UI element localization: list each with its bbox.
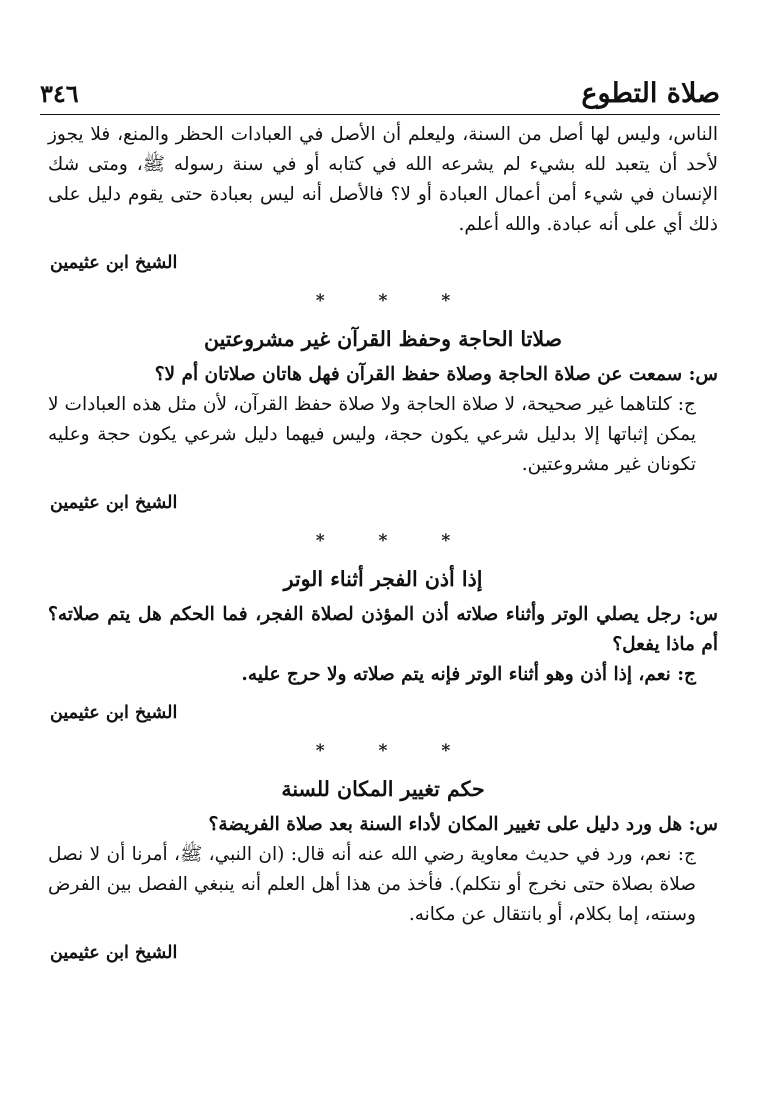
answer: ج: نعم، إذا أذن وهو أثناء الوتر فإنه يتم صلاته ولا حرج عليه. <box>241 664 696 685</box>
question: س: رجل يصلي الوتر وأثناء صلاته أذن المؤذن لصلاة الفجر، فما الحكم هل يتم صلاته؟ أم ماذا يفعل؟ <box>48 604 718 655</box>
question: س: سمعت عن صلاة الحاجة وصلاة حفظ القرآن فهل هاتان صلاتان أم لا؟ <box>154 364 718 385</box>
signature: الشيخ ابن عثيمين <box>50 253 178 273</box>
section-separator: * * * <box>315 531 475 551</box>
section-title: حكم تغيير المكان للسنة <box>281 777 485 801</box>
section-separator: * * * <box>315 291 475 311</box>
page-header <box>40 70 720 115</box>
intro-paragraph: الناس، وليس لها أصل من السنة، وليعلم أن الأصل في العبادات الحظر والمنع، فلا يجوز لأحد أن يتعبد لله بشيء لم يشرعه الله في كتابه أو في سنة رسوله ﷺ، ومتى شك الإنسان في شيء أمن أعمال العبادة أو لا؟ فالأصل أنه ليس بعبادة حتى يقوم دليل على ذلك أي على أنه عبادة. والله أعلم. <box>48 124 718 235</box>
page-content <box>48 120 718 968</box>
section-separator: * * * <box>315 741 475 761</box>
section-title: صلاتا الحاجة وحفظ القرآن غير مشروعتين <box>203 327 563 351</box>
answer: ج: نعم، ورد في حديث معاوية رضي الله عنه أنه قال: (ان النبي، ﷺ، أمرنا أن لا نصل صلاة بصلاة حتى نخرج أو نتكلم). فأخذ من هذا أهل العلم أنه ينبغي الفصل بين الفرض وسنته، إما بكلام، أو بانتقال عن مكانه. <box>48 844 696 925</box>
answer: ج: كلتاهما غير صحيحة، لا صلاة الحاجة ولا صلاة حفظ القرآن، لأن مثل هذه العبادات لا يمكن إثباتها إلا بدليل شرعي يكون حجة، وليس فيهما دليل شرعي يكون حجة وعليه تكونان غير مشروعتين. <box>48 394 696 475</box>
signature: الشيخ ابن عثيمين <box>50 943 178 963</box>
signature: الشيخ ابن عثيمين <box>50 703 178 723</box>
running-title: صلاة التطوع <box>581 78 720 109</box>
page-number: ٣٤٦ <box>40 79 79 108</box>
section-title: إذا أذن الفجر أثناء الوتر <box>283 567 483 591</box>
signature: الشيخ ابن عثيمين <box>50 493 178 513</box>
question: س: هل ورد دليل على تغيير المكان لأداء السنة بعد صلاة الفريضة؟ <box>208 814 718 835</box>
